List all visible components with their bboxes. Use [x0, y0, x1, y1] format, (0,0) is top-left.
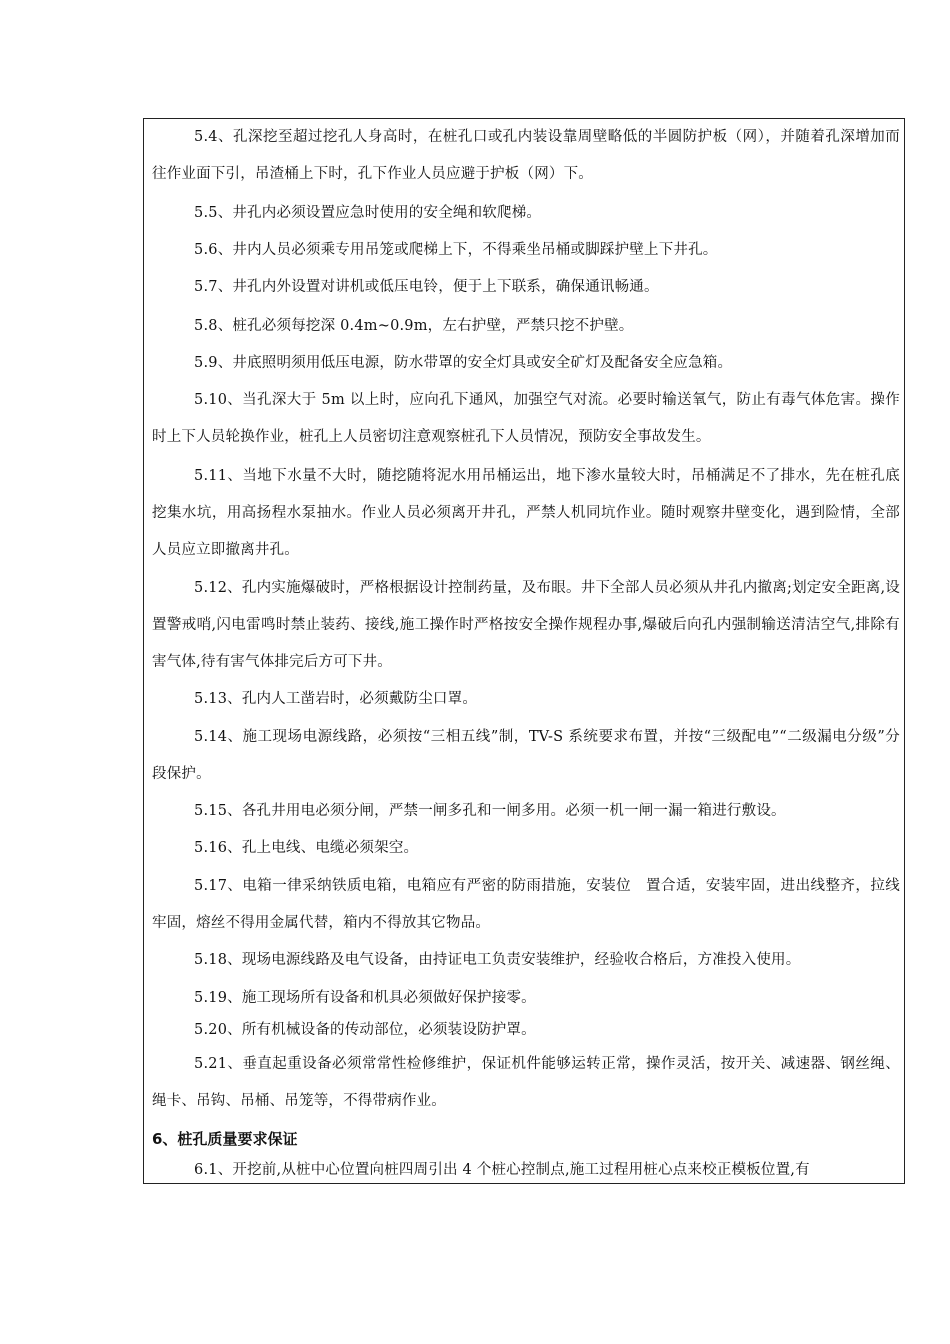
- paragraph-5-14: 5.14、施工现场电源线路，必须按“三相五线”制，TV-S 系统要求布置，并按“三级配电”“二级漏电分级”分段保护。: [152, 729, 900, 782]
- paragraph-5-18: 5.18、现场电源线路及电气设备，由持证电工负责安装维护，经验收合格后，方准投入使用。: [194, 952, 801, 968]
- paragraph-5-12: 5.12、孔内实施爆破时，严格根据设计控制药量，及布眼。井下全部人员必须从井孔内撤离;划定安全距离,设置警戒哨,闪电雷鸣时禁止装药、接线,施工操作时严格按安全操作规程办事,爆破后向孔内强制输送清洁空气,排除有害气体,待有害气体排完后方可下井。: [152, 580, 900, 670]
- paragraph-5-4: 5.4、孔深挖至超过挖孔人身高时，在桩孔口或孔内装设靠周壁略低的半圆防护板（网），并随着孔深增加而往作业面下引，吊渣桶上下时，孔下作业人员应避于护板（网）下。: [152, 129, 900, 182]
- paragraph-5-15: 5.15、各孔井用电必须分闸，严禁一闸多孔和一闸多用。必须一机一闸一漏一箱进行敷设。: [194, 803, 786, 819]
- paragraph-5-11: 5.11、当地下水量不大时，随挖随将泥水用吊桶运出，地下渗水量较大时，吊桶满足不了排水，先在桩孔底挖集水坑，用高扬程水泵抽水。作业人员必须离开井孔，严禁人机同坑作业。随时观察井壁变化，遇到险情，全部人员应立即撤离井孔。: [152, 468, 900, 558]
- document-table-cell: [143, 118, 905, 1184]
- paragraph-5-19: 5.19、施工现场所有设备和机具必须做好保护接零。: [194, 990, 536, 1006]
- paragraph-5-13: 5.13、孔内人工凿岩时，必须戴防尘口罩。: [194, 691, 478, 707]
- paragraph-5-10: 5.10、当孔深大于 5m 以上时，应向孔下通风，加强空气对流。必要时输送氧气，防止有毒气体危害。操作时上下人员轮换作业，桩孔上人员密切注意观察桩孔下人员情况，预防安全事故发生。: [152, 392, 900, 445]
- paragraph-5-5: 5.5、井孔内必须设置应急时使用的安全绳和软爬梯。: [194, 205, 542, 221]
- paragraph-5-9: 5.9、井底照明须用低压电源，防水带罩的安全灯具或安全矿灯及配备安全应急箱。: [194, 355, 733, 371]
- paragraph-5-7: 5.7、井孔内外设置对讲机或低压电铃，便于上下联系，确保通讯畅通。: [194, 279, 659, 295]
- paragraph-6-1: 6.1、开挖前,从桩中心位置向桩四周引出 4 个桩心控制点,施工过程用桩心点来校正模板位置,有: [194, 1162, 810, 1178]
- paragraph-5-16: 5.16、孔上电线、电缆必须架空。: [194, 840, 419, 856]
- paragraph-5-8: 5.8、桩孔必须每挖深 0.4m~0.9m，左右护壁，严禁只挖不护壁。: [194, 318, 634, 334]
- paragraph-5-17: 5.17、电箱一律采纳铁质电箱，电箱应有严密的防雨措施，安装位 置合适，安装牢固，进出线整齐，拉线牢固，熔丝不得用金属代替，箱内不得放其它物品。: [152, 878, 900, 931]
- section-heading-6: 6、桩孔质量要求保证: [152, 1130, 298, 1148]
- paragraph-5-6: 5.6、井内人员必须乘专用吊笼或爬梯上下，不得乘坐吊桶或脚踩护壁上下井孔。: [194, 242, 718, 258]
- paragraph-5-21: 5.21、垂直起重设备必须常常性检修维护，保证机件能够运转正常，操作灵活，按开关、减速器、钢丝绳、绳卡、吊钩、吊桶、吊笼等，不得带病作业。: [152, 1056, 900, 1109]
- paragraph-5-20: 5.20、所有机械设备的传动部位，必须装设防护罩。: [194, 1022, 536, 1038]
